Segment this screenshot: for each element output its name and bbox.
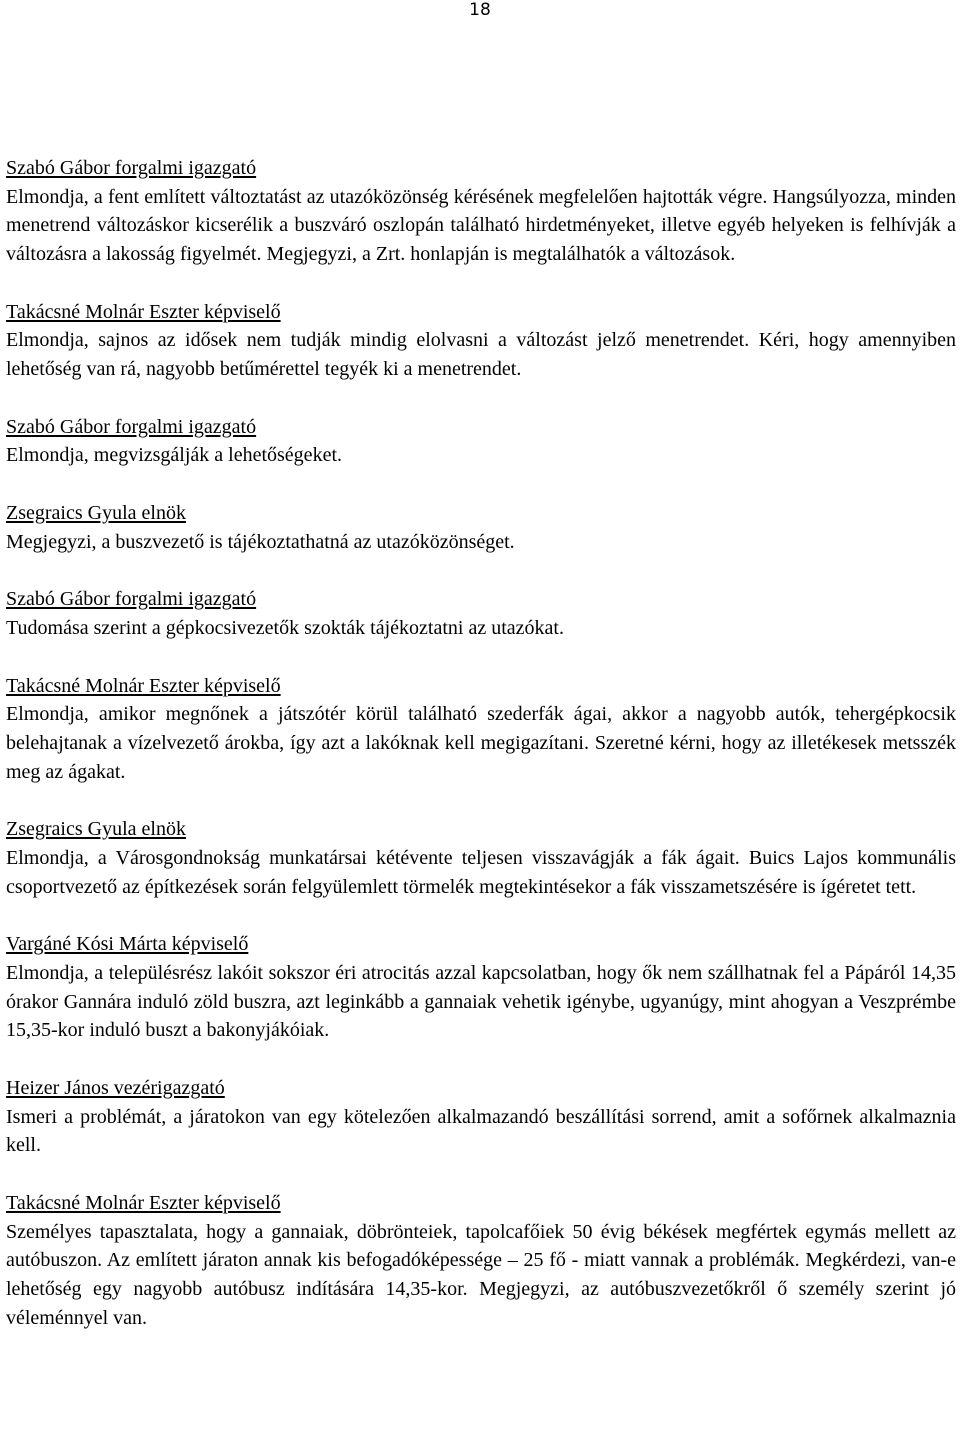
speaker-name: Takácsné Molnár Eszter képviselő	[6, 1192, 281, 1214]
statement-text: Megjegyzi, a buszvezető is tájékoztathatná az utazóközönséget.	[6, 530, 515, 553]
minutes-entry	[6, 1189, 956, 1333]
speaker-name: Takácsné Molnár Eszter képviselő	[6, 300, 281, 323]
speaker-name: Vargáné Kósi Márta képviselő	[6, 933, 249, 956]
minutes-entry	[6, 499, 956, 556]
statement-text: Elmondja, a fent említett változtatást az utazóközönség kérésének megfelelően hajtották végre. Hangsúlyozza, minden menetrend változáskor kicserélik a buszváró oszlopán található hirdetményeket, illetve egyéb helyeken is felhívják a változásra a lakosság figyelmét. Megjegyzi, a Zrt. honlapján is megtalálhatók a változások.	[6, 185, 956, 266]
minutes-entry	[6, 672, 956, 787]
statement-text: Elmondja, a Városgondnokság munkatársai kétévente teljesen visszavágják a fák ágait. Buics Lajos kommunális csoportvezető az építkezések során felgyülemlett törmelék megtekintésekor a fák visszametszésére is ígéretet tett.	[6, 847, 956, 898]
statement-text: Elmondja, amikor megnőnek a játszótér körül található szederfák ágai, akkor a nagyobb autók, tehergépkocsik belehajtanak a vízelvezető árokba, így azt a lakóknak kell megigazítani. Szeretné kérni, hogy az illetékesek metsszék meg az ágakat.	[6, 703, 956, 783]
speaker-name: Szabó Gábor forgalmi igazgató	[6, 415, 257, 438]
statement-text: Elmondja, a településrész lakóit sokszor éri atrocitás azzal kapcsolatban, hogy ők nem szállhatnak fel a Pápáról 14,35 órakor Gannára induló zöld buszra, azt leginkább a gannaiak vehetik igénybe, ugyanúgy, mint ahogyan a Veszprémbe 15,35-kor induló buszt a bakonyjákóiak.	[6, 962, 956, 1042]
minutes-body	[6, 154, 956, 1361]
minutes-entry	[6, 930, 956, 1045]
statement-text: Tudomása szerint a gépkocsivezetők szokták tájékoztatni az utazókat.	[6, 617, 564, 639]
speaker-name: Zsegraics Gyula elnök	[6, 818, 186, 841]
page-number: 18	[469, 0, 491, 20]
speaker-name: Takácsné Molnár Eszter képviselő	[6, 674, 281, 697]
statement-text: Ismeri a problémát, a járatokon van egy kötelezően alkalmazandó beszállítási sorrend, amit a sofőrnek alkalmaznia kell.	[6, 1105, 956, 1157]
speaker-name: Szabó Gábor forgalmi igazgató	[6, 588, 257, 611]
speaker-name: Zsegraics Gyula elnök	[6, 502, 186, 524]
minutes-entry	[6, 815, 956, 901]
statement-text: Elmondja, megvizsgálják a lehetőségeket.	[6, 444, 342, 467]
minutes-entry	[6, 1074, 956, 1160]
minutes-entry	[6, 413, 956, 470]
speaker-name: Heizer János vezérigazgató	[6, 1077, 225, 1099]
minutes-entry	[6, 154, 956, 269]
statement-text: Személyes tapasztalata, hogy a gannaiak, döbrönteiek, tapolcafőiek 50 évig békések megfértek egymás mellett az autóbuszon. Az említett járaton annak kis befogadóképessége – 25 fő - miatt vannak a problémák. Megkérdezi, van-e lehetőség egy nagyobb autóbusz indítására 14,35-kor. Megjegyzi, az autóbuszvezetőkről ő személy szerint jó véleménnyel van.	[6, 1220, 956, 1329]
minutes-entry	[6, 298, 956, 384]
speaker-name: Szabó Gábor forgalmi igazgató	[6, 157, 257, 179]
minutes-entry	[6, 585, 956, 642]
statement-text: Elmondja, sajnos az idősek nem tudják mindig elolvasni a változást jelző menetrendet. Kéri, hogy amennyiben lehetőség van rá, nagyobb betűmérettel tegyék ki a menetrendet.	[6, 329, 956, 381]
